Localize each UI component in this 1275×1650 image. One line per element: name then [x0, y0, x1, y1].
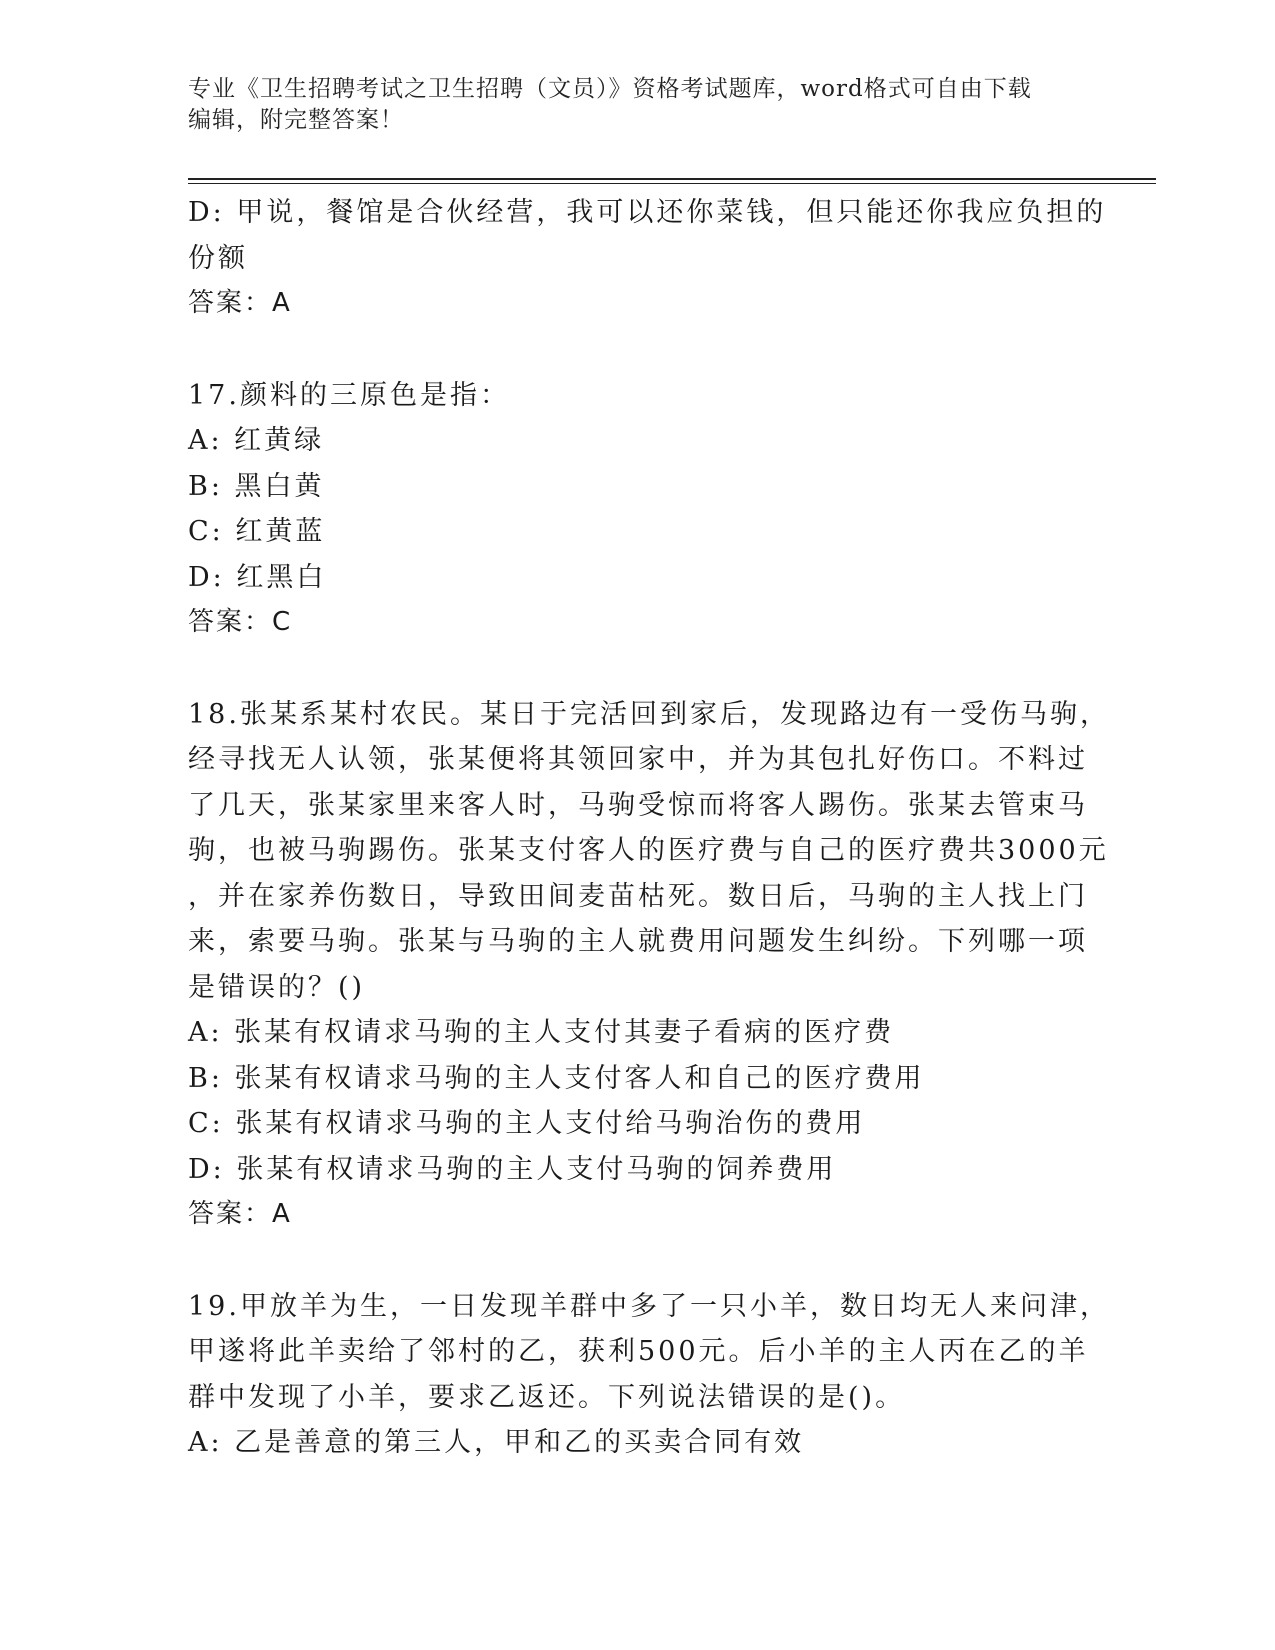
question-text-line: 来，索要马驹。张某与马驹的主人就费用问题发生纠纷。下列哪一项: [188, 926, 1088, 957]
option-b: B: 张某有权请求马驹的主人支付客人和自己的医疗费用: [188, 1062, 925, 1094]
question-19: [188, 1284, 1110, 1466]
question-17: [188, 373, 1088, 646]
option-d: D: 红黑白: [188, 561, 327, 593]
question-18: [188, 692, 1110, 1238]
option-a: A: 乙是善意的第三人，甲和乙的买卖合同有效: [188, 1427, 805, 1458]
question-text-line: 群中发现了小羊，要求乙返还。下列说法错误的是()。: [188, 1381, 906, 1413]
option-a: A: 红黄绿: [188, 425, 325, 456]
question-text-line: 甲遂将此羊卖给了邻村的乙，获利500元。后小羊的主人丙在乙的羊: [188, 1336, 1089, 1367]
spacer: [188, 1238, 1088, 1284]
question-16: [188, 190, 1107, 327]
option-c: C: 红黄蓝: [188, 516, 326, 547]
question-text-line: ，并在家养伤数日，导致田间麦苗枯死。数日后，马驹的主人找上门: [188, 880, 1088, 912]
answer-18: 答案：A: [188, 1199, 292, 1229]
answer-17: 答案：C: [188, 607, 293, 637]
question-text-line: 驹，也被马驹踢伤。张某支付客人的医疗费与自己的医疗费共3000元: [188, 835, 1109, 866]
option-d: D: 张某有权请求马驹的主人支付马驹的饲养费用: [188, 1153, 837, 1185]
question-text: 17.颜料的三原色是指：: [188, 379, 510, 411]
option-a: A: 张某有权请求马驹的主人支付其妻子看病的医疗费: [188, 1017, 895, 1048]
question-text-line: 19.甲放羊为生，一日发现羊群中多了一只小羊，数日均无人来问津，: [188, 1290, 1110, 1322]
header-line-1: 专业《卫生招聘考试之卫生招聘（文员）》资格考试题库，word格式可自由下载: [188, 76, 1032, 102]
option-b: B: 黑白黄: [188, 470, 325, 502]
question-content: [188, 190, 1110, 1466]
header-divider-thick: [188, 178, 1156, 180]
header-line-2: 编辑，附完整答案！: [188, 107, 404, 133]
header-divider-thin: [188, 183, 1156, 184]
question-text-line: 经寻找无人认领，张某便将其领回家中，并为其包扎好伤口。不料过: [188, 744, 1088, 775]
option-c: C: 张某有权请求马驹的主人支付给马驹治伤的费用: [188, 1108, 866, 1139]
spacer: [188, 646, 1088, 692]
option-d-continued: 份额: [188, 242, 248, 274]
question-text-line: 是错误的？(): [188, 971, 366, 1003]
spacer: [188, 327, 1088, 373]
option-d: D: 甲说，餐馆是合伙经营，我可以还你菜钱，但只能还你我应负担的: [188, 197, 1107, 228]
question-text-line: 18.张某系某村农民。某日于完活回到家后，发现路边有一受伤马驹，: [188, 698, 1110, 730]
question-text-line: 了几天，张某家里来客人时，马驹受惊而将客人踢伤。张某去管束马: [188, 789, 1088, 821]
answer-16: 答案：A: [188, 288, 292, 318]
page-header: [188, 74, 1068, 136]
